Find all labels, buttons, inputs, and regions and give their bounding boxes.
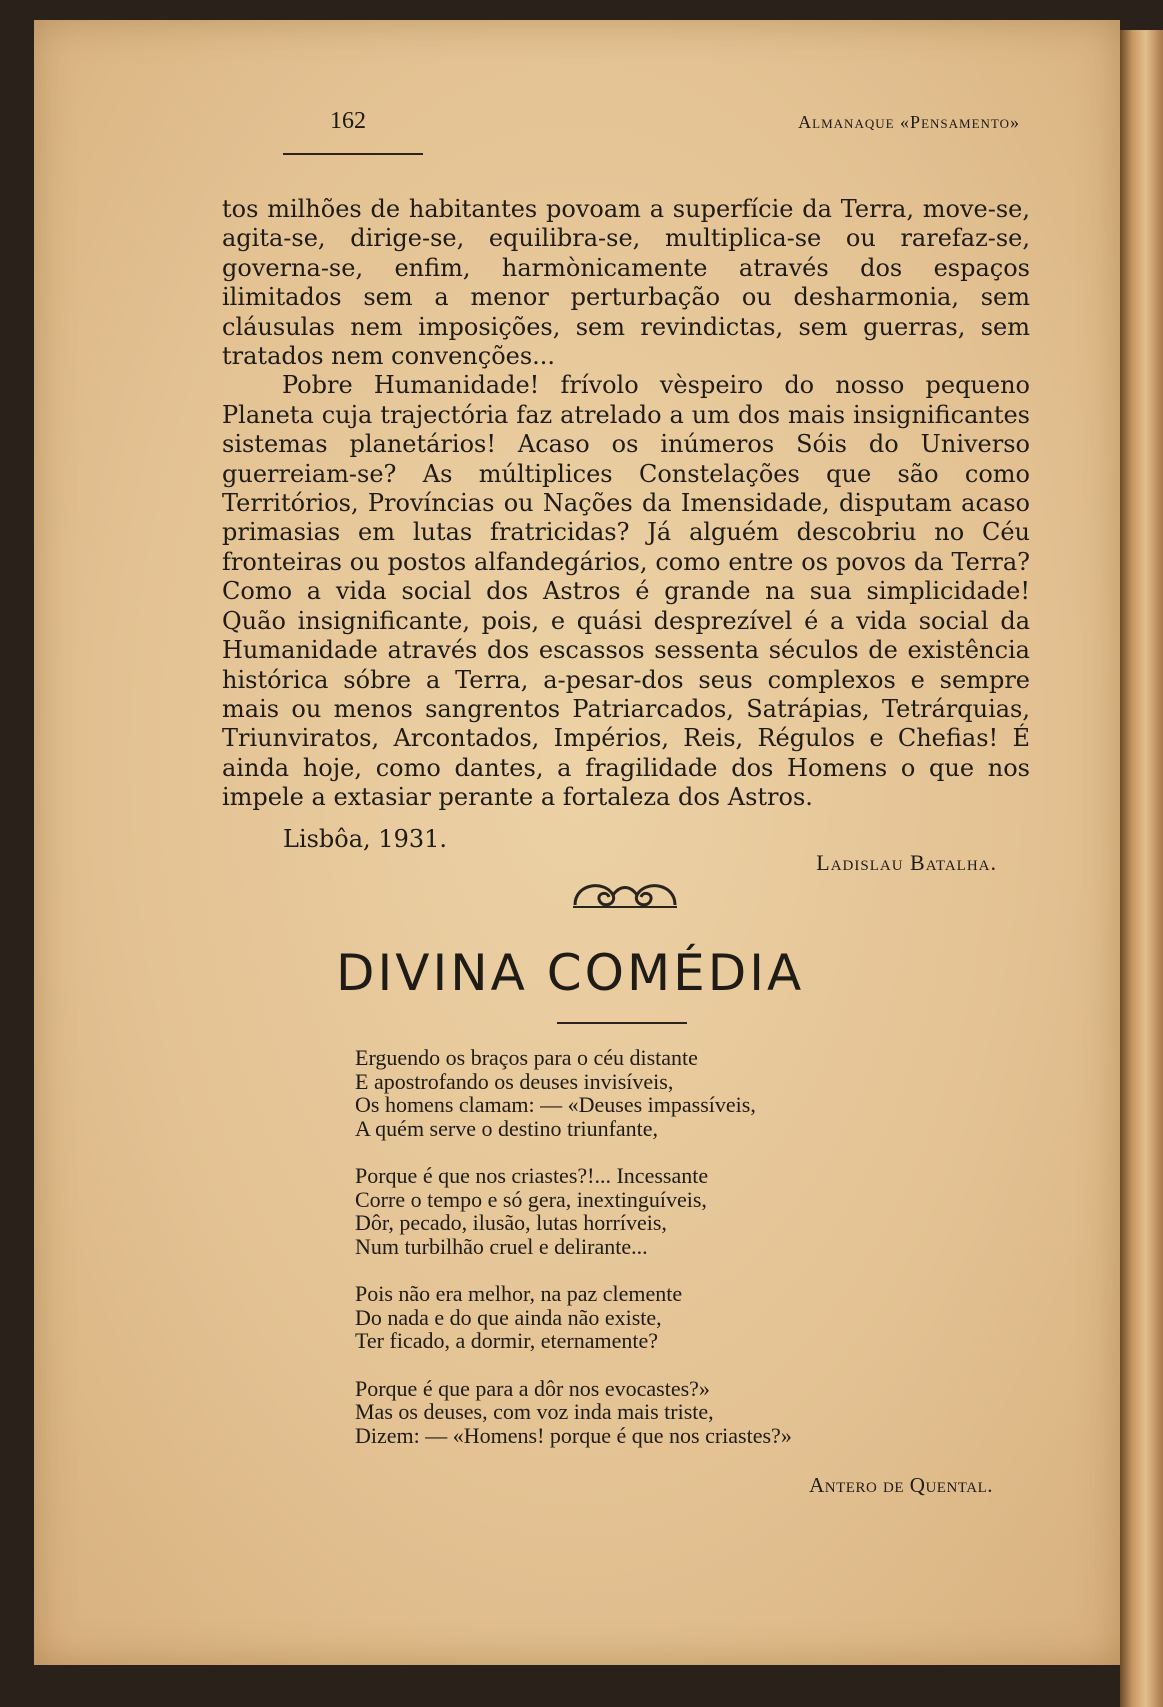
running-head: Almanaque «Pensamento» (798, 112, 1020, 132)
fleuron-ornament (565, 875, 685, 915)
prose-paragraph: Pobre Humanidade! frívolo vèspeiro do nosso pequeno Planeta cuja trajectória faz atrelado a um dos mais insignificantes sistemas planetários! Acaso os inúmeros Sóis do Universo guerreiam-se? As múltiplices Constelações que são como Territórios, Províncias ou Nações da Imensidade, disputam acaso primasias em lutas fratricidas? Já alguém descobriu no Céu fronteiras ou postos alfandegários, como entre os povos da Terra? Como a vida social dos Astros é grande na sua simplicidade! Quão insignificante, pois, e quási desprezível é a vida social da Humanidade através dos escassos sessenta séculos de existência histórica sóbre a Terra, a-pesar-dos seus complexos e sempre mais ou menos sangrentos Patriarcados, Satrápias, Tetrárquias, Triunviratos, Arcontados, Impérios, Reis, Régulos e Chefias! É ainda hoje, como dantes, a fragilidade dos Homens o que nos impele a extasiar perante a fortaleza dos Astros. (222, 371, 1030, 812)
prose-section (222, 195, 1030, 813)
prose-paragraph: tos milhões de habitantes povoam a superfície da Terra, move-se, agita-se, dirige-se, equilibra-se, multiplica-se ou rarefaz-se, governa-se, enfim, harmònicamente através dos espaços ilimitados sem a menor perturbação ou desharmonia, sem cláusulas nem imposições, sem revindictas, sem guerras, sem tratados nem convenções... (222, 195, 1030, 371)
title-rule (557, 1022, 687, 1024)
poem-stanza (355, 1377, 955, 1448)
poem-verse: Ter ficado, a dormir, eternamente? (355, 1328, 658, 1353)
poem-verse: Corre o tempo e só gera, inextinguíveis, (355, 1186, 707, 1212)
poem-verse: Dôr, pecado, ilusão, lutas horríveis, (355, 1210, 667, 1235)
poem-stanza (355, 1282, 955, 1353)
poem-verse: E apostrofando os deuses invisíveis, (355, 1068, 674, 1094)
prose-signature: Ladislau Batalha. (816, 850, 997, 875)
poem-body (355, 1046, 955, 1471)
poem-author: Antero de Quental. (809, 1473, 993, 1497)
poem-verse: Do nada e do que ainda não existe, (355, 1304, 662, 1330)
poem-verse: Num turbilhão cruel e delirante... (355, 1233, 648, 1259)
place-date: Lisbôa, 1931. (283, 825, 448, 853)
poem-stanza (355, 1164, 955, 1258)
poem-verse: Pois não era melhor, na paz clemente (355, 1281, 683, 1306)
poem-verse: A quém serve o destino triunfante, (355, 1115, 659, 1141)
book-spine-edge (1120, 30, 1163, 1707)
poem-verse: Mas os deuses, com voz inda mais triste, (355, 1399, 714, 1424)
poem-verse: Dizem: — «Homens! porque é que nos criastes?» (355, 1422, 792, 1448)
header-rule (283, 153, 423, 155)
poem-verse: Porque é que para a dôr nos evocastes?» (355, 1375, 710, 1401)
poem-title: DIVINA COMÉDIA (336, 944, 805, 1002)
poem-verse: Porque é que nos criastes?!... Incessante (355, 1163, 709, 1188)
poem-stanza (355, 1046, 955, 1140)
poem-verse: Os homens clamam: — «Deuses impassíveis, (355, 1092, 756, 1117)
page-header (330, 108, 1020, 148)
page-number: 162 (330, 108, 366, 134)
poem-verse: Erguendo os braços para o céu distante (355, 1045, 698, 1070)
